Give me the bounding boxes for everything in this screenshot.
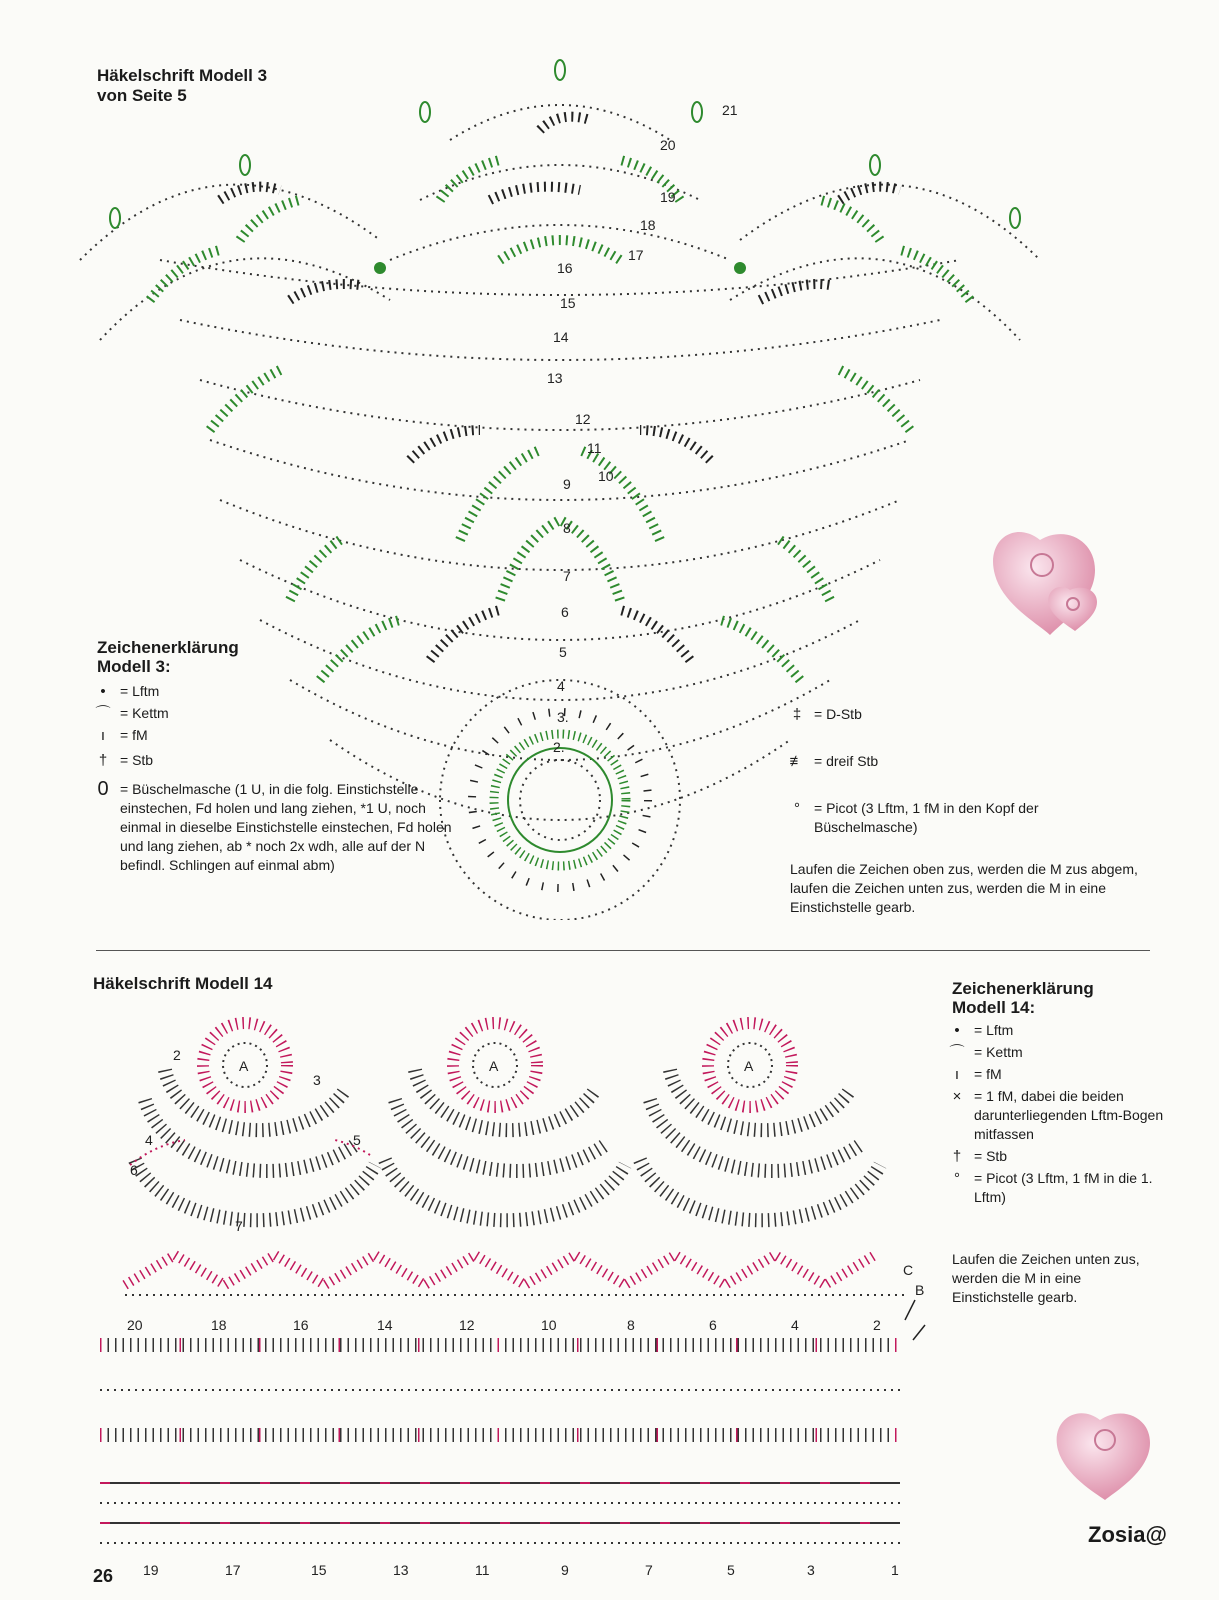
single-crochet-icon: ı xyxy=(954,1066,960,1083)
legend-text: = Stb xyxy=(120,752,154,768)
legend-text: = Stb xyxy=(974,1148,1008,1164)
row-number: 1 xyxy=(891,1562,899,1578)
legend-text: = Kettm xyxy=(120,705,169,721)
group-number: 8 xyxy=(627,1317,635,1333)
legend-title-line2: Modell 14: xyxy=(952,998,1036,1017)
model3-fans-dark xyxy=(220,117,900,660)
legend-row xyxy=(86,751,456,770)
marker-b: B xyxy=(915,1282,925,1298)
arrow-icon xyxy=(913,1325,925,1340)
cluster-stitch-icon: 0 xyxy=(97,778,109,800)
picot-icon: ° xyxy=(954,1170,960,1187)
round-number: 9 xyxy=(563,476,571,492)
legend-text: = dreif Stb xyxy=(814,753,879,769)
model14-group-numbers xyxy=(127,1317,881,1333)
group-number: 4 xyxy=(791,1317,799,1333)
legend-row xyxy=(940,1021,1180,1040)
row-number: 19 xyxy=(143,1562,159,1578)
legend-title-line1: Zeichenerklärung xyxy=(952,979,1094,998)
chain-stitch-icon: • xyxy=(954,1022,960,1039)
legend-row xyxy=(780,705,1080,724)
model3-title-line1: Häkelschrift Modell 3 xyxy=(97,66,268,85)
row-number: 15 xyxy=(311,1562,327,1578)
model3-note: Laufen die Zeichen oben zus, werden die M zus abgem, laufen die Zeichen unten zus, werden die M in eine Einstichstelle gearb. xyxy=(790,861,1138,915)
model3-fans-green xyxy=(150,160,970,680)
row-number: 5 xyxy=(727,1562,735,1578)
round-number: 5 xyxy=(559,644,567,660)
row-number: 17 xyxy=(225,1562,241,1578)
round-number: 11 xyxy=(587,440,602,456)
legend-text: = Picot (3 Lftm, 1 fM in den Kopf der Büschelmasche) xyxy=(814,800,1039,835)
zigzag-band xyxy=(125,1255,875,1285)
arc-number: 5 xyxy=(353,1132,361,1148)
legend-row xyxy=(86,704,456,723)
row-number: 11 xyxy=(475,1562,490,1578)
legend-text: = Büschelmasche (1 U, in die folg. Einstichstelle einstechen, Fd holen und lang ziehen, *1 U, noch einmal in dieselbe Einstichstelle einstechen, Fd holen und lang ziehen, ab * noch 2x wdh, alle auf der N befindl. Schlingen auf einmal abm) xyxy=(120,781,452,873)
model14-row-numbers xyxy=(143,1562,899,1578)
model3-picots xyxy=(110,60,1020,273)
row-number: 7 xyxy=(645,1562,653,1578)
slip-stitch-icon: ⌒ xyxy=(95,705,111,722)
legend-text: = Lftm xyxy=(120,683,160,699)
round-number: 10 xyxy=(598,468,614,484)
round-number: 12 xyxy=(575,411,591,427)
group-number: 18 xyxy=(211,1317,227,1333)
legend-text: = Kettm xyxy=(974,1044,1023,1060)
legend-title-line2: Modell 3: xyxy=(97,657,171,676)
legend-text: = fM xyxy=(974,1066,1002,1082)
round-number: 8 xyxy=(563,520,571,536)
heart-button-image xyxy=(1050,1405,1160,1505)
legend-row xyxy=(940,1147,1180,1166)
group-number: 14 xyxy=(377,1317,393,1333)
arc-number: 6 xyxy=(130,1162,138,1178)
single-crochet-icon: ı xyxy=(100,727,106,744)
model14-motif xyxy=(640,1023,880,1220)
arc-number: 3 xyxy=(313,1072,321,1088)
row-number: 9 xyxy=(561,1562,569,1578)
legend-row xyxy=(86,682,456,701)
legend-title-line1: Zeichenerklärung xyxy=(97,638,239,657)
round-number: 15 xyxy=(560,295,576,311)
marker-c: C xyxy=(903,1262,914,1278)
round-number: 14 xyxy=(553,329,569,345)
round-number: 16 xyxy=(557,260,573,276)
motif-label-a: A xyxy=(239,1058,249,1074)
round-number: 2. xyxy=(553,739,565,755)
double-crochet-icon: † xyxy=(98,752,108,769)
model3-legend-title xyxy=(97,638,239,676)
legend-row xyxy=(940,1043,1180,1062)
round-number: 6 xyxy=(561,604,569,620)
treble-crochet-icon: ‡ xyxy=(792,706,802,723)
model3-title-line2: von Seite 5 xyxy=(97,86,187,105)
legend-text: = Lftm xyxy=(974,1022,1014,1038)
legend-text: = fM xyxy=(120,727,148,743)
group-number: 2 xyxy=(873,1317,881,1333)
model14-motif xyxy=(130,1023,375,1220)
chain-stitch-icon: • xyxy=(100,683,106,700)
round-number: 7 xyxy=(563,568,571,584)
picot-icon: ° xyxy=(794,800,800,817)
model3-legend-right xyxy=(780,705,1080,840)
page-number: 26 xyxy=(93,1566,114,1586)
legend-row xyxy=(86,780,456,875)
row-number: 13 xyxy=(393,1562,409,1578)
slip-stitch-icon: ⌒ xyxy=(949,1044,965,1061)
legend-text: = Picot (3 Lftm, 1 fM in die 1. Lftm) xyxy=(974,1170,1153,1205)
arc-number: 4 xyxy=(145,1132,153,1148)
row-number: 3 xyxy=(807,1562,815,1578)
round-number: 18 xyxy=(640,217,656,233)
round-number: 19 xyxy=(660,189,676,205)
round-number: 17 xyxy=(628,247,644,263)
legend-row xyxy=(940,1169,1180,1207)
legend-text: = 1 fM, dabei die beiden darunterliegenden Lftm-Bogen mitfassen xyxy=(974,1088,1164,1142)
double-crochet-icon: † xyxy=(952,1148,962,1165)
group-number: 20 xyxy=(127,1317,143,1333)
model3-legend xyxy=(86,682,456,878)
round-number: 21 xyxy=(722,102,738,118)
legend-row xyxy=(780,752,1080,771)
group-number: 10 xyxy=(541,1317,557,1333)
model14-title: Häkelschrift Modell 14 xyxy=(93,974,273,993)
motif-label-a: A xyxy=(489,1058,499,1074)
round-number: 3. xyxy=(557,709,569,725)
group-number: 12 xyxy=(459,1317,475,1333)
model14-chart xyxy=(85,995,935,1585)
round-number: 20 xyxy=(660,137,676,153)
legend-row xyxy=(940,1087,1180,1144)
triple-treble-icon: ≢ xyxy=(789,753,805,770)
arc-number: 2 xyxy=(173,1047,181,1063)
legend-row xyxy=(780,799,1080,837)
watermark: Zosia@ xyxy=(1088,1522,1167,1547)
legend-text: = D-Stb xyxy=(814,706,862,722)
arc-number: 7 xyxy=(235,1218,243,1234)
round-number: 13 xyxy=(547,370,563,386)
model14-legend xyxy=(940,1021,1180,1210)
round-number: 4 xyxy=(557,678,565,694)
model14-note: Laufen die Zeichen unten zus, werden die M in eine Einstichstelle gearb. xyxy=(952,1251,1140,1305)
arrow-icon xyxy=(905,1300,915,1320)
model14-legend-title xyxy=(952,979,1094,1017)
group-number: 6 xyxy=(709,1317,717,1333)
cross-stitch-icon: × xyxy=(952,1088,962,1105)
model3-round-numbers xyxy=(547,102,738,755)
group-number: 16 xyxy=(293,1317,309,1333)
legend-row xyxy=(940,1065,1180,1084)
legend-row xyxy=(86,726,456,745)
heart-button-image xyxy=(985,520,1125,650)
section-divider xyxy=(96,950,1150,951)
model14-base-rows xyxy=(100,1483,900,1543)
model14-motif xyxy=(385,1023,625,1220)
motif-label-a: A xyxy=(744,1058,754,1074)
